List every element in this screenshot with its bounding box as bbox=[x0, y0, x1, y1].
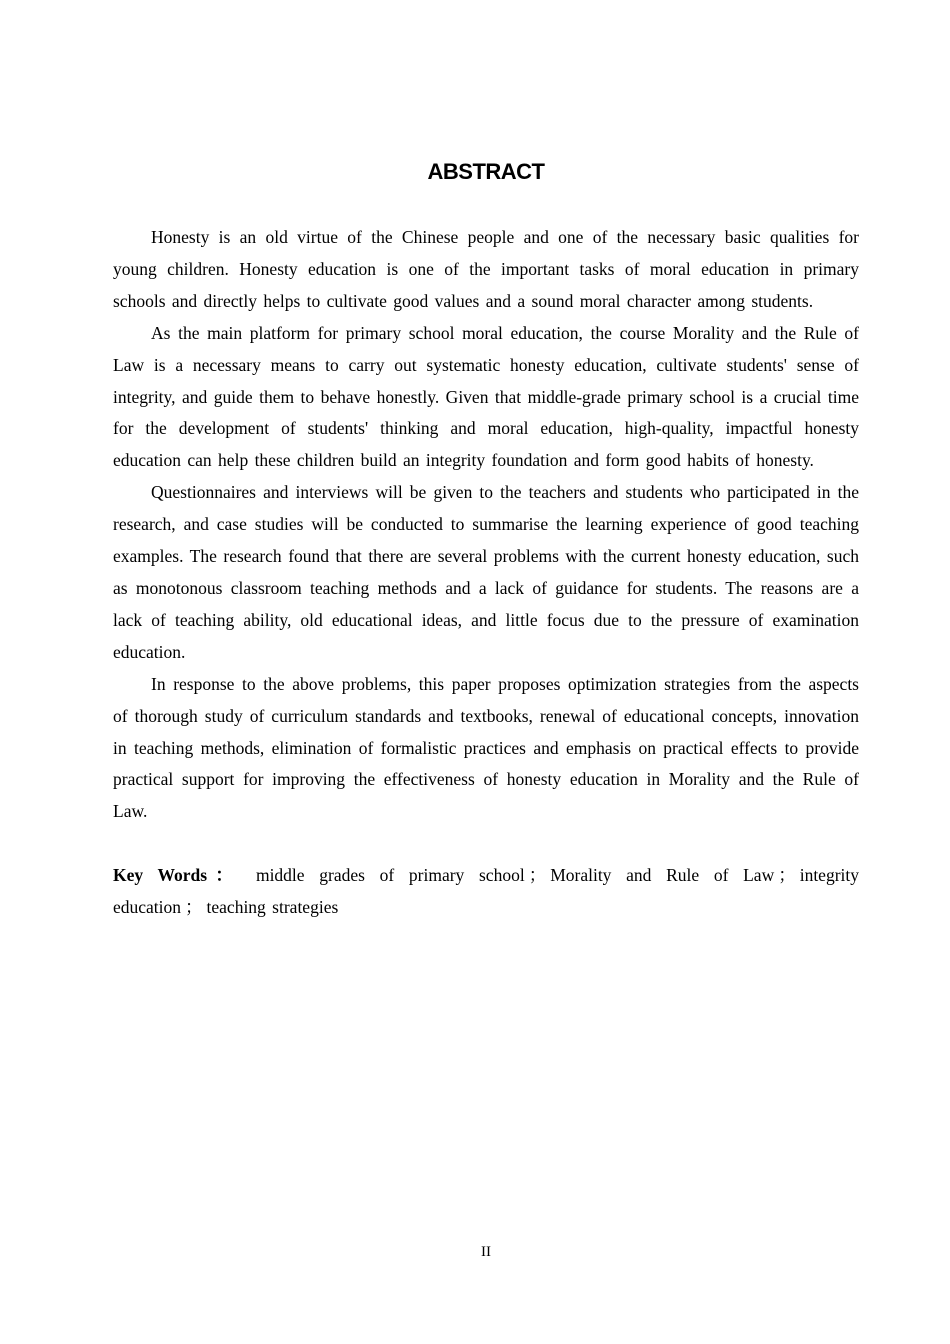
abstract-title: ABSTRACT bbox=[427, 159, 545, 184]
abstract-paragraph-4: In response to the above problems, this paper proposes optimization strategies from the aspects of thorough study of curriculum standards and textbooks, renewal of educational concepts, innovation in teaching methods, elimination of formalistic practices and emphasis on practical effects to provide practical support for improving the effectiveness of honesty education in Morality and the Rule of Law. bbox=[113, 673, 859, 822]
abstract-body bbox=[113, 222, 859, 924]
keyword-separator: ； bbox=[528, 865, 547, 886]
keyword-item-4: teaching strategies bbox=[206, 897, 339, 918]
keyword-separator: ； bbox=[778, 865, 796, 886]
abstract-paragraph-2: As the main platform for primary school moral education, the course Morality and the Rule of Law is a necessary means to carry out systematic honesty education, cultivate students' sense of integrity, and guide them to behave honestly. Given that middle-grade primary school is a crucial time for the development of students' thinking and moral education, high-quality, impactful honesty education can help these children build an integrity foundation and form good habits of honesty. bbox=[113, 322, 859, 471]
keyword-separator: ； bbox=[185, 897, 203, 918]
abstract-paragraph-3: Questionnaires and interviews will be given to the teachers and students who participated in the research, and case studies will be conducted to summarise the learning experience of good teaching examples. The research found that there are several problems with the current honesty education, such as monotonous classroom teaching methods and a lack of guidance for students. The reasons are a lack of teaching ability, old educational ideas, and little focus due to the pressure of examination education. bbox=[113, 482, 859, 662]
abstract-paragraph-1: Honesty is an old virtue of the Chinese people and one of the necessary basic qualities for young children. Honesty education is one of the important tasks of moral education in primary schools and directly helps to cultivate good values and a sound moral character among students. bbox=[113, 227, 859, 311]
keyword-item-2: Morality and Rule of Law bbox=[550, 865, 775, 886]
page-number: II bbox=[481, 1244, 491, 1260]
keyword-item-1: middle grades of primary school bbox=[255, 865, 525, 886]
keywords-line bbox=[113, 860, 859, 924]
keyword-item-3: integrity education bbox=[113, 865, 859, 918]
keywords-label: Key Words： bbox=[113, 865, 242, 886]
